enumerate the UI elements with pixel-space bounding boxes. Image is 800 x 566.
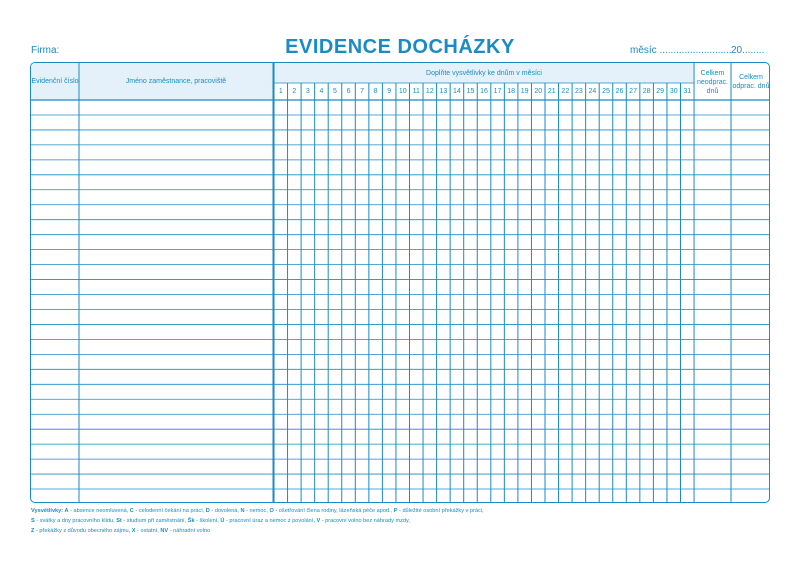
day-number: 1 xyxy=(278,88,283,95)
day-number: 5 xyxy=(333,88,337,95)
day-number: 18 xyxy=(507,88,516,95)
legend-code: S xyxy=(31,518,35,524)
legend-text: - ošetřování člena rodiny, lázeňská péče apod., xyxy=(273,508,394,514)
header-total-unworked: Celkem neodprac. dnů xyxy=(696,69,729,95)
day-number: 29 xyxy=(656,88,665,95)
attendance-table xyxy=(30,62,770,503)
legend-code: Vysvětlivky: A xyxy=(31,508,69,514)
day-number: 10 xyxy=(398,88,407,95)
legend xyxy=(31,506,771,536)
header-employee-number: Evidenční číslo xyxy=(31,77,79,85)
day-number: 3 xyxy=(305,88,310,95)
legend-text: - studium při zaměstnání, xyxy=(121,518,188,524)
legend-text: - překážky z důvodu obecného zájmu, xyxy=(34,528,132,534)
page-title: EVIDENCE DOCHÁZKY xyxy=(285,36,515,58)
day-number: 9 xyxy=(387,88,392,95)
legend-text: - školení, xyxy=(194,518,221,524)
day-number: 21 xyxy=(547,88,556,95)
legend-code: O xyxy=(269,508,274,514)
legend-text: - náhradní volno xyxy=(168,528,211,534)
legend-text: - ostatní, xyxy=(135,528,161,534)
header-days-title: Doplňte vysvětlivky ke dnům v měsíci xyxy=(426,69,542,77)
legend-code: P xyxy=(393,508,398,514)
day-number: 7 xyxy=(360,88,365,95)
firm-label: Firma: xyxy=(31,45,60,56)
legend-text: - důležité osobní překážky v práci, xyxy=(397,508,484,514)
day-number: 19 xyxy=(520,88,529,95)
day-number: 14 xyxy=(453,88,461,95)
legend-text: - absence neomluvená, xyxy=(68,508,130,514)
day-number: 4 xyxy=(319,88,324,95)
day-number: 27 xyxy=(629,88,637,95)
day-number: 2 xyxy=(292,88,297,95)
day-number: 20 xyxy=(534,88,543,95)
legend-line xyxy=(31,516,771,526)
header-employee-name: Jméno zaměstnance, pracoviště xyxy=(125,77,227,85)
day-number: 25 xyxy=(602,88,610,95)
legend-code: N xyxy=(240,508,245,514)
legend-text: - celodenní čekání na práci, xyxy=(133,508,206,514)
legend-line xyxy=(31,526,771,536)
legend-code: V xyxy=(316,518,321,524)
day-number: 22 xyxy=(561,88,570,95)
day-number: 24 xyxy=(588,88,597,95)
legend-code: X xyxy=(131,528,136,534)
legend-code: NV xyxy=(160,528,169,534)
legend-code: C xyxy=(129,508,134,514)
legend-code: Ú xyxy=(220,518,225,524)
legend-line xyxy=(31,506,771,516)
day-number: 13 xyxy=(439,88,448,95)
day-number: 28 xyxy=(642,88,651,95)
day-number: 12 xyxy=(425,88,434,95)
day-number: 23 xyxy=(574,88,583,95)
legend-code: D xyxy=(205,508,210,514)
day-number: 30 xyxy=(669,88,678,95)
header-total-worked: Celkem odprac. dnů xyxy=(732,74,770,90)
legend-text: - pracovní úraz a nemoc z povolání, xyxy=(224,518,317,524)
day-number: 15 xyxy=(466,88,475,95)
day-number: 26 xyxy=(615,88,624,95)
legend-text: - dovolená, xyxy=(209,508,241,514)
table-grid xyxy=(31,63,770,503)
day-number: 31 xyxy=(683,88,692,95)
day-number: 8 xyxy=(373,88,378,95)
day-number: 11 xyxy=(412,88,420,95)
legend-code: St xyxy=(116,518,122,524)
legend-code: Šk xyxy=(187,518,195,524)
day-number: 17 xyxy=(493,88,502,95)
legend-code: Z xyxy=(31,528,35,534)
legend-text: - nemoc, xyxy=(244,508,270,514)
day-number: 16 xyxy=(480,88,488,95)
year-label: 20........ xyxy=(731,45,765,56)
day-number: 6 xyxy=(346,88,351,95)
month-label: měsíc .......................... xyxy=(630,45,732,56)
legend-text: - svátky a dny pracovního klidu, xyxy=(34,518,117,524)
legend-text: - pracovní volno bez náhrady mzdy, xyxy=(320,518,410,524)
